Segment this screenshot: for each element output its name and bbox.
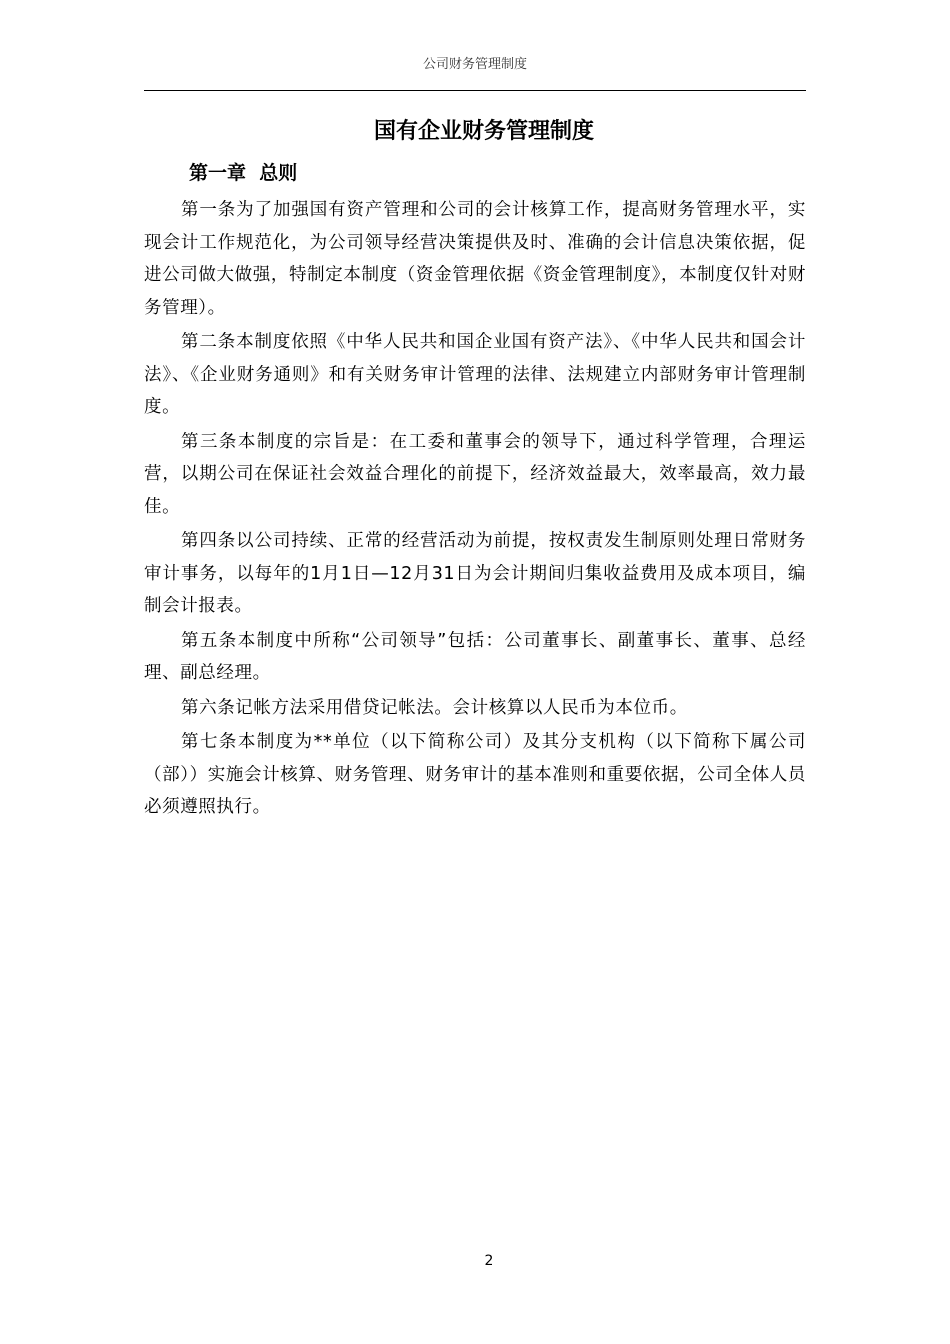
page-number: 2 bbox=[484, 1253, 494, 1269]
article-1: 第一条为了加强国有资产管理和公司的会计核算工作，提高财务管理水平，实现会计工作规范化，为公司领导经营决策提供及时、准确的会计信息决策依据，促进公司做大做强，特制定本制度（资金管理依据《资金管理制度》，本制度仅针对财务管理）。 bbox=[144, 200, 806, 318]
article-5: 第五条本制度中所称“公司领导”包括：公司董事长、副董事长、董事、总经理、副总经理。 bbox=[144, 630, 806, 683]
article-3: 第三条本制度的宗旨是：在工委和董事会的领导下，通过科学管理，合理运营，以期公司在保证社会效益合理化的前提下，经济效益最大，效率最高，效力最佳。 bbox=[144, 431, 806, 517]
chapter-heading: 第一章 总则 bbox=[189, 162, 298, 184]
running-header: 公司财务管理制度 bbox=[422, 57, 527, 72]
document-title: 国有企业财务管理制度 bbox=[373, 119, 594, 144]
article-7: 第七条本制度为**单位（以下简称公司）及其分支机构（以下简称下属公司（部））实施会计核算、财务管理、财务审计的基本准则和重要依据，公司全体人员必须遵照执行。 bbox=[144, 732, 806, 817]
document-body bbox=[144, 194, 806, 826]
article-4: 第四条以公司持续、正常的经营活动为前提，按权责发生制原则处理日常财务审计事务，以每年的1月1日—12月31日为会计期间归集收益费用及成本项目，编制会计报表。 bbox=[144, 531, 806, 616]
header-divider bbox=[144, 90, 806, 91]
article-2: 第二条本制度依照《中华人民共和国企业国有资产法》、《中华人民共和国会计法》、《企业财务通则》和有关财务审计管理的法律、法规建立内部财务审计管理制度。 bbox=[144, 332, 806, 417]
article-6: 第六条记帐方法采用借贷记帐法。会计核算以人民币为本位币。 bbox=[181, 697, 688, 718]
